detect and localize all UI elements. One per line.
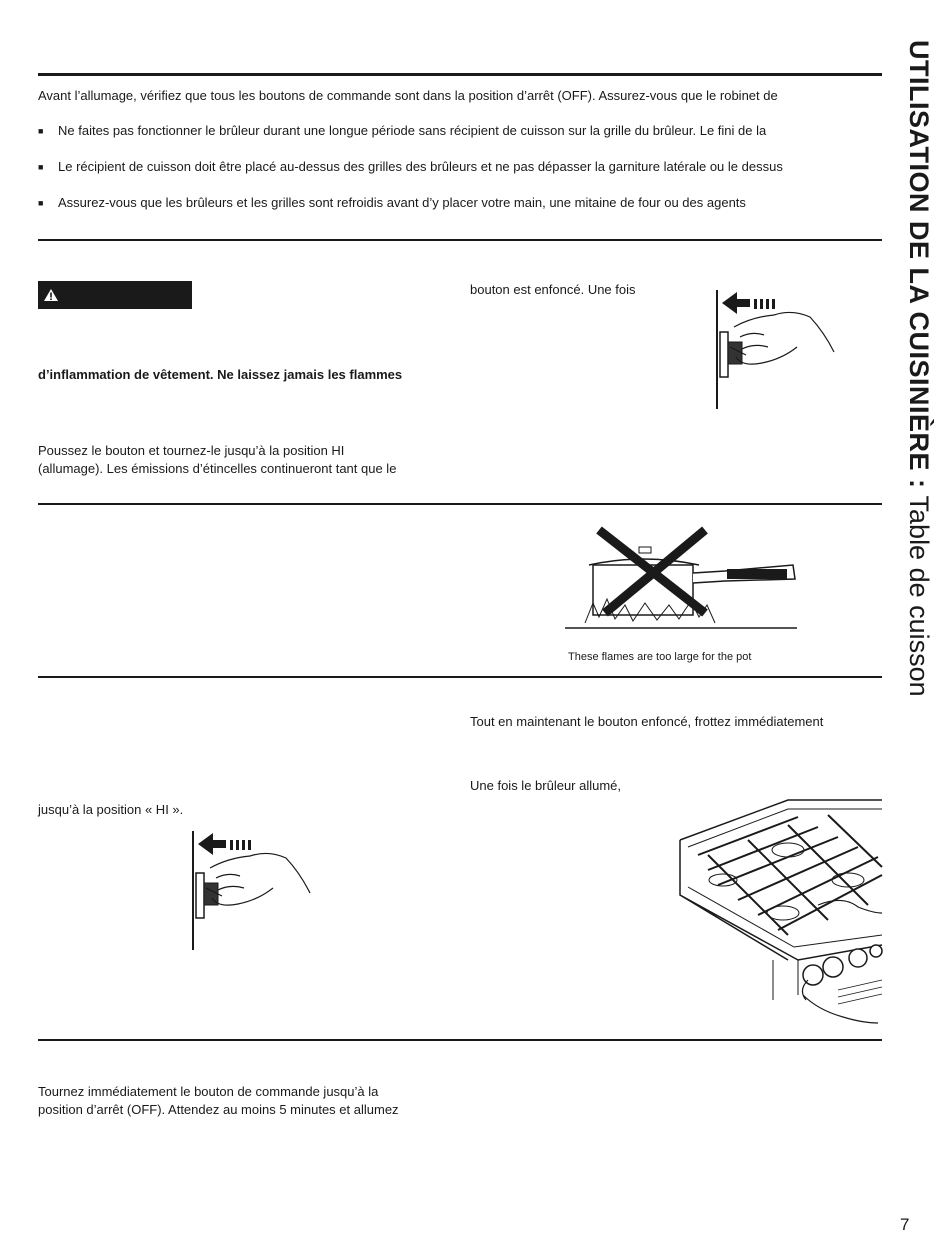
side-section-title — [903, 40, 935, 697]
push-knob-illustration — [712, 287, 842, 412]
step-line-1: Poussez le bouton et tournez-le jusqu’à la position HI — [38, 443, 345, 458]
push-knob-illustration — [188, 828, 318, 953]
side-title-normal: Table de cuisson — [904, 495, 934, 697]
manual-left-text: jusqu’à la position « HI ». — [38, 802, 184, 817]
intro-text: Avant l’allumage, vérifiez que tous les boutons de commande sont dans la position d’arrêt (OFF). Assurez-vous que le robinet de — [38, 88, 778, 103]
off-line-2: position d’arrêt (OFF). Attendez au moins 5 minutes et allumez — [38, 1102, 399, 1117]
section-divider — [38, 676, 882, 678]
top-rule — [38, 73, 882, 76]
bullet-item-2: Le récipient de cuisson doit être placé au-dessus des grilles des brûleurs et ne pas dépasser la garniture latérale ou le dessus — [58, 159, 783, 174]
section-divider — [38, 503, 882, 505]
warning-label-box — [38, 281, 192, 309]
bullet-icon: ■ — [38, 162, 44, 172]
lighting-right-text: bouton est enfoncé. Une fois — [470, 282, 636, 297]
warning-triangle-icon — [44, 289, 58, 301]
section-divider — [38, 239, 882, 241]
section-divider — [38, 1039, 882, 1041]
flames-caption: These flames are too large for the pot — [568, 651, 752, 663]
warning-bold-text: d’inflammation de vêtement. Ne laissez jamais les flammes — [38, 367, 403, 382]
pot-flames-illustration — [565, 525, 805, 635]
manual-right-text-2: Une fois le brûleur allumé, — [470, 778, 622, 793]
bullet-item-1: Ne faites pas fonctionner le brûleur durant une longue période sans récipient de cuisson sur la grille du brûleur. Le fini de la — [58, 123, 767, 138]
manual-right-text-1: Tout en maintenant le bouton enfoncé, frottez immédiatement — [470, 714, 824, 729]
off-line-1: Tournez immédiatement le bouton de commande jusqu’à la — [38, 1084, 379, 1099]
cooktop-illustration — [678, 795, 883, 1025]
bullet-icon: ■ — [38, 126, 44, 136]
side-title-bold: UTILISATION DE LA CUISINIÈRE : — [904, 40, 934, 489]
bullet-icon: ■ — [38, 198, 44, 208]
bullet-item-3: Assurez-vous que les brûleurs et les grilles sont refroidis avant d’y placer votre main, une mitaine de four ou des agents — [58, 195, 746, 210]
page-number: 7 — [900, 1215, 910, 1234]
step-line-2: (allumage). Les émissions d’étincelles continueront tant que le — [38, 461, 397, 476]
